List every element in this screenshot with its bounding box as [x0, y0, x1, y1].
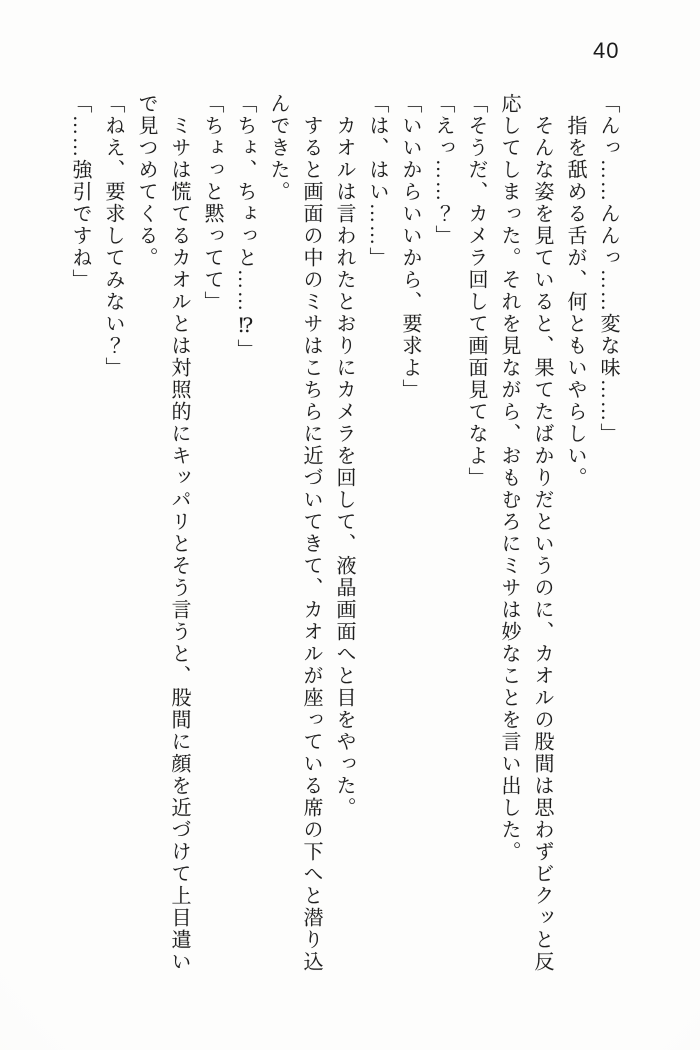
paragraph: 「いいからいいから、要求よ」: [399, 93, 421, 401]
paragraph: 「そうだ、カメラ回して画面見てなよ」: [465, 93, 487, 489]
paragraph: 「は、はい……」: [366, 93, 388, 269]
paragraph: 指を舐める舌が、何ともいやらしい。: [564, 115, 586, 489]
paragraph: カオルは言われたとおりにカメラを回して、液晶画面へと目をやった。: [333, 115, 355, 819]
paragraph: 「えっ……？」: [432, 93, 454, 247]
paragraph: 「……強引ですね」: [69, 93, 91, 291]
paragraph: ミサは慌てるカオルとは対照的にキッパリとそう言うと、股間に顔を近づけて上目遣いで見つめてくる。: [135, 93, 190, 973]
paragraph: 「ねえ、要求してみない？」: [102, 93, 124, 379]
paragraph: そんな姿を見ていると、果てたばかりだというのに、カオルの股間は思わずビクッと反応してしまった。それを見ながら、おもむろにミサは妙なことを言い出した。: [498, 93, 553, 973]
paragraph: すると画面の中のミサはこちらに近づいてきて、カオルが座っている席の下へと潜り込んできた。: [267, 93, 322, 973]
page-text: [63, 93, 624, 975]
paragraph: 「んっ……んんっ……変な味……」: [597, 93, 619, 445]
page-number: 40: [593, 38, 620, 63]
paragraph: 「ちょ、ちょっと……⁉」: [234, 93, 256, 361]
paragraph: 「ちょっと黙ってて」: [201, 93, 223, 313]
